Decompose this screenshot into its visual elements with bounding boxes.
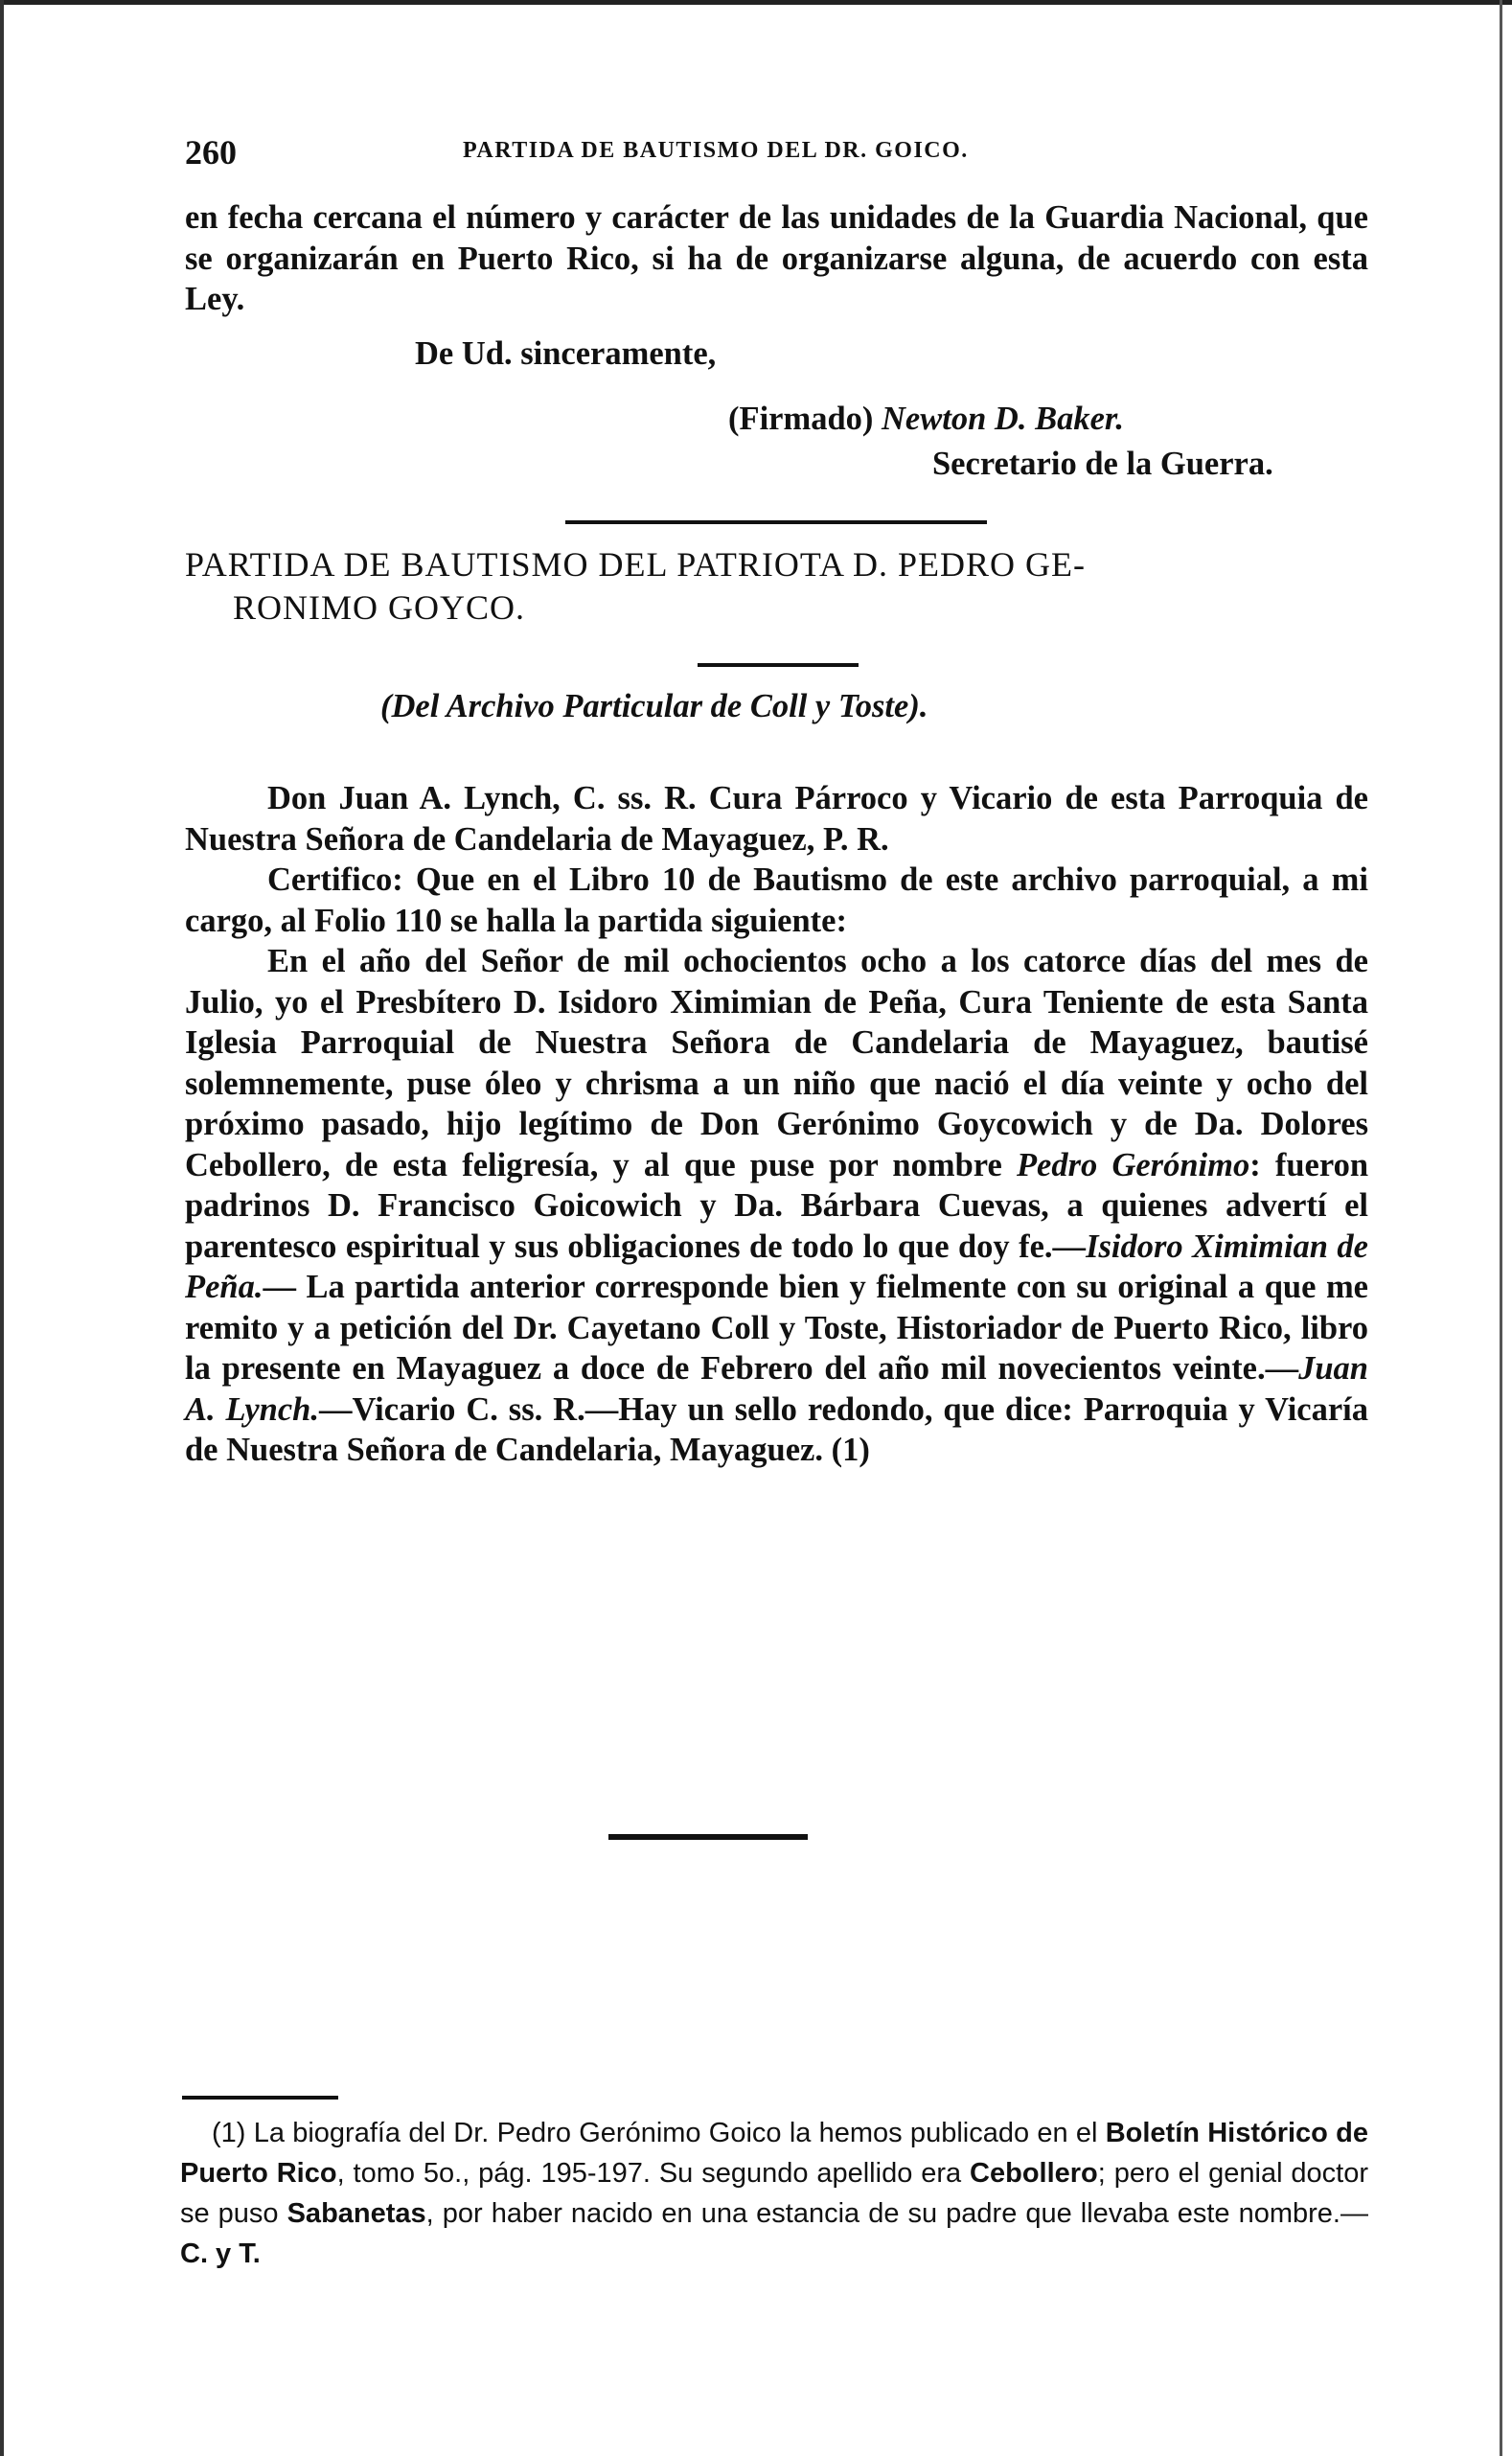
baptism-record — [185, 778, 1368, 1471]
footnote-bold: C. y T. — [180, 2238, 261, 2269]
footnote-segment: , por haber nacido en una estancia de su padre que llevaba este nombre.— — [425, 2198, 1368, 2229]
record-text: : fueron padrinos D. Francisco Goicowich y Da. Bárbara Cuevas, a quienes advertí el parentesco espiritual y sus obligaciones de todo lo que doy fe.— — [185, 1146, 1369, 1265]
record-paragraph-1: Don Juan A. Lynch, C. ss. R. Cura Párroco y Vicario de esta Parroquia de Nuestra Señora de Candelaria de Mayaguez, P. R. — [185, 780, 1368, 858]
footnote-bold: Sabanetas — [286, 2198, 426, 2229]
footnote-text — [180, 2113, 1368, 2274]
priest-signature: Isidoro Ximimian de Peña. — [185, 1228, 1368, 1305]
signed-label: (Firmado) — [728, 401, 874, 437]
footnote-bold: Boletín Histórico de Puerto Rico — [180, 2118, 1368, 2189]
record-text: — La partida anterior corresponde bien y fielmente con su original a que me remito y a petición del Dr. Cayetano Coll y Toste, Historiador de Puerto Rico, libro la presente en Mayaguez a doce de Febrero del año mil novecientos veinte.— — [185, 1269, 1368, 1387]
signer-title: Secretario de la Guerra. — [932, 446, 1273, 482]
end-divider — [608, 1834, 808, 1840]
letter-closing: De Ud. sinceramente, — [415, 335, 717, 372]
page-header — [185, 132, 1368, 171]
page-edge-left — [0, 0, 4, 2456]
footnote-bold: Cebollero — [970, 2158, 1098, 2189]
signer-name: Newton D. Baker. — [882, 401, 1125, 437]
signature-line — [728, 401, 1124, 438]
page-edge-top — [0, 0, 1512, 5]
footnote-rule — [182, 2096, 338, 2100]
record-text: —Vicario C. ss. R.—Hay un sello redondo, que dice: Parroquia y Vicaría de Nuestra Señora de Candelaria, Mayaguez. (1) — [185, 1390, 1369, 1468]
letter-continuation: en fecha cercana el número y carácter de las unidades de la Guardia Nacional, que se organizarán en Puerto Rico, si ha de organizarse alguna, de acuerdo con esta Ley. — [185, 199, 1368, 317]
record-paragraph-3 — [185, 941, 1368, 1471]
running-title: PARTIDA DE BAUTISMO DEL DR. GOICO. — [463, 138, 969, 163]
baptized-name: Pedro Gerónimo — [1016, 1146, 1250, 1183]
page-edge-right — [1500, 0, 1502, 2456]
section-divider — [565, 520, 987, 524]
page-number: 260 — [185, 133, 237, 172]
record-text: En el año del Señor de mil ochocientos ocho a los catorce días del mes de Julio, yo el Presbítero D. Isidoro Ximimian de Peña, Cura Teniente de esta Santa Iglesia Parroquial de Nuestra Señora de Candelaria de Mayaguez, bautisé solemnemente, puse óleo y chrisma a un niño que nació el día veinte y ocho del próximo pasado, hijo legítimo de Don Gerónimo Goycowich y de Da. Dolores Cebollero, de esta feligresía, y al que puse por nombre — [185, 943, 1368, 1183]
record-paragraph-2: Certifico: Que en el Libro 10 de Bautismo de este archivo parroquial, a mi cargo, al Folio 110 se halla la partida siguiente: — [185, 861, 1368, 939]
section-title-line2: RONIMO GOYCO. — [233, 588, 526, 627]
source-note: (Del Archivo Particular de Coll y Toste). — [380, 688, 928, 724]
footnote-segment: ; pero el genial doctor se puso — [180, 2158, 1369, 2229]
footnote — [180, 2113, 1368, 2274]
title-divider — [698, 663, 859, 667]
section-title — [185, 543, 1368, 630]
section-title-line1: PARTIDA DE BAUTISMO DEL PATRIOTA D. PEDRO GE- — [185, 545, 1087, 584]
vicar-signature: Juan A. Lynch. — [185, 1350, 1368, 1428]
footnote-segment: (1) La biografía del Dr. Pedro Gerónimo Goico la hemos publicado en el — [212, 2118, 1106, 2148]
footnote-segment: , tomo 5o., pág. 195-197. Su segundo apellido era — [336, 2158, 971, 2189]
